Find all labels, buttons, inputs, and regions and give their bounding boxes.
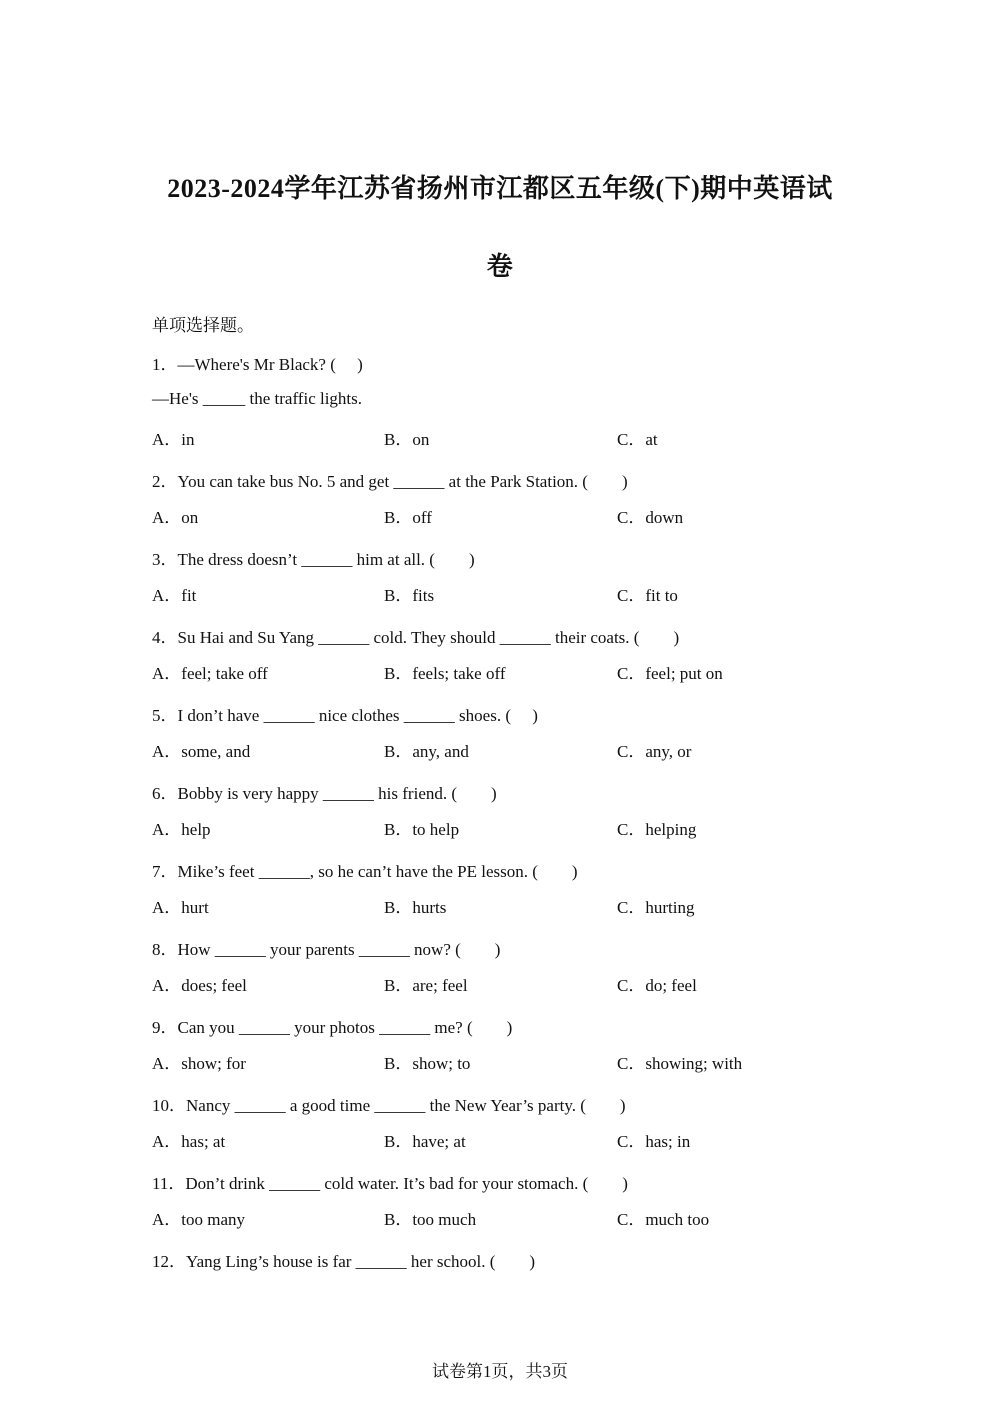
section-heading: 单项选择题。 bbox=[152, 316, 254, 335]
option-b: B．have; at bbox=[384, 1132, 466, 1151]
option-a: A．show; for bbox=[152, 1054, 246, 1073]
option-b: B．too much bbox=[384, 1210, 477, 1229]
option-c: C．do; feel bbox=[617, 976, 697, 995]
page-footer: 试卷第1页，共3页 bbox=[432, 1362, 568, 1381]
option-a: A．does; feel bbox=[152, 976, 247, 995]
page-title-line-2: 卷 bbox=[486, 252, 514, 281]
question-stem: 10．Nancy ______ a good time ______ the New Year’s party. ( ) bbox=[152, 1096, 626, 1115]
option-a: A．in bbox=[152, 430, 195, 449]
option-b: B．show; to bbox=[384, 1054, 471, 1073]
option-c: C．any, or bbox=[617, 742, 692, 761]
option-b: B．to help bbox=[384, 820, 460, 839]
option-a: A．on bbox=[152, 508, 199, 527]
question-stem: 3．The dress doesn’t ______ him at all. ( ) bbox=[152, 550, 475, 569]
option-c: C．feel; put on bbox=[617, 664, 723, 683]
option-b: B．off bbox=[384, 508, 432, 527]
option-b: B．hurts bbox=[384, 898, 447, 917]
option-a: A．has; at bbox=[152, 1132, 226, 1151]
option-b: B．are; feel bbox=[384, 976, 468, 995]
question-stem-line: —He's _____ the traffic lights. bbox=[152, 389, 363, 408]
page-title-line-1: 2023-2024学年江苏省扬州市江都区五年级(下)期中英语试 bbox=[167, 174, 833, 203]
option-b: B．on bbox=[384, 430, 430, 449]
question-stem: 7．Mike’s feet ______, so he can’t have the PE lesson. ( ) bbox=[152, 862, 578, 881]
option-b: B．any, and bbox=[384, 742, 469, 761]
option-b: B．feels; take off bbox=[384, 664, 506, 683]
option-c: C．has; in bbox=[617, 1132, 691, 1151]
question-stem: 4．Su Hai and Su Yang ______ cold. They should ______ their coats. ( ) bbox=[152, 628, 680, 647]
option-c: C．hurting bbox=[617, 898, 695, 917]
question-stem: 6．Bobby is very happy ______ his friend. ( ) bbox=[152, 784, 497, 803]
question-stem: 8．How ______ your parents ______ now? ( ) bbox=[152, 940, 501, 959]
question-stem: 12．Yang Ling’s house is far ______ her school. ( ) bbox=[152, 1252, 536, 1271]
option-a: A．too many bbox=[152, 1210, 246, 1229]
question-stem: 9．Can you ______ your photos ______ me? ( ) bbox=[152, 1018, 513, 1037]
option-a: A．help bbox=[152, 820, 211, 839]
option-a: A．hurt bbox=[152, 898, 209, 917]
option-b: B．fits bbox=[384, 586, 435, 605]
option-c: C．at bbox=[617, 430, 658, 449]
option-c: C．down bbox=[617, 508, 684, 527]
option-c: C．showing; with bbox=[617, 1054, 743, 1073]
option-a: A．fit bbox=[152, 586, 197, 605]
option-a: A．feel; take off bbox=[152, 664, 268, 683]
option-c: C．much too bbox=[617, 1210, 710, 1229]
question-stem: 5．I don’t have ______ nice clothes ______ shoes. ( ) bbox=[152, 706, 538, 725]
option-a: A．some, and bbox=[152, 742, 251, 761]
option-c: C．helping bbox=[617, 820, 697, 839]
question-stem: 11．Don’t drink ______ cold water. It’s bad for your stomach. ( ) bbox=[152, 1174, 628, 1193]
question-stem: 2．You can take bus No. 5 and get ______ at the Park Station. ( ) bbox=[152, 472, 628, 491]
question-stem: 1．—Where's Mr Black? ( ) bbox=[152, 355, 363, 374]
option-c: C．fit to bbox=[617, 586, 678, 605]
